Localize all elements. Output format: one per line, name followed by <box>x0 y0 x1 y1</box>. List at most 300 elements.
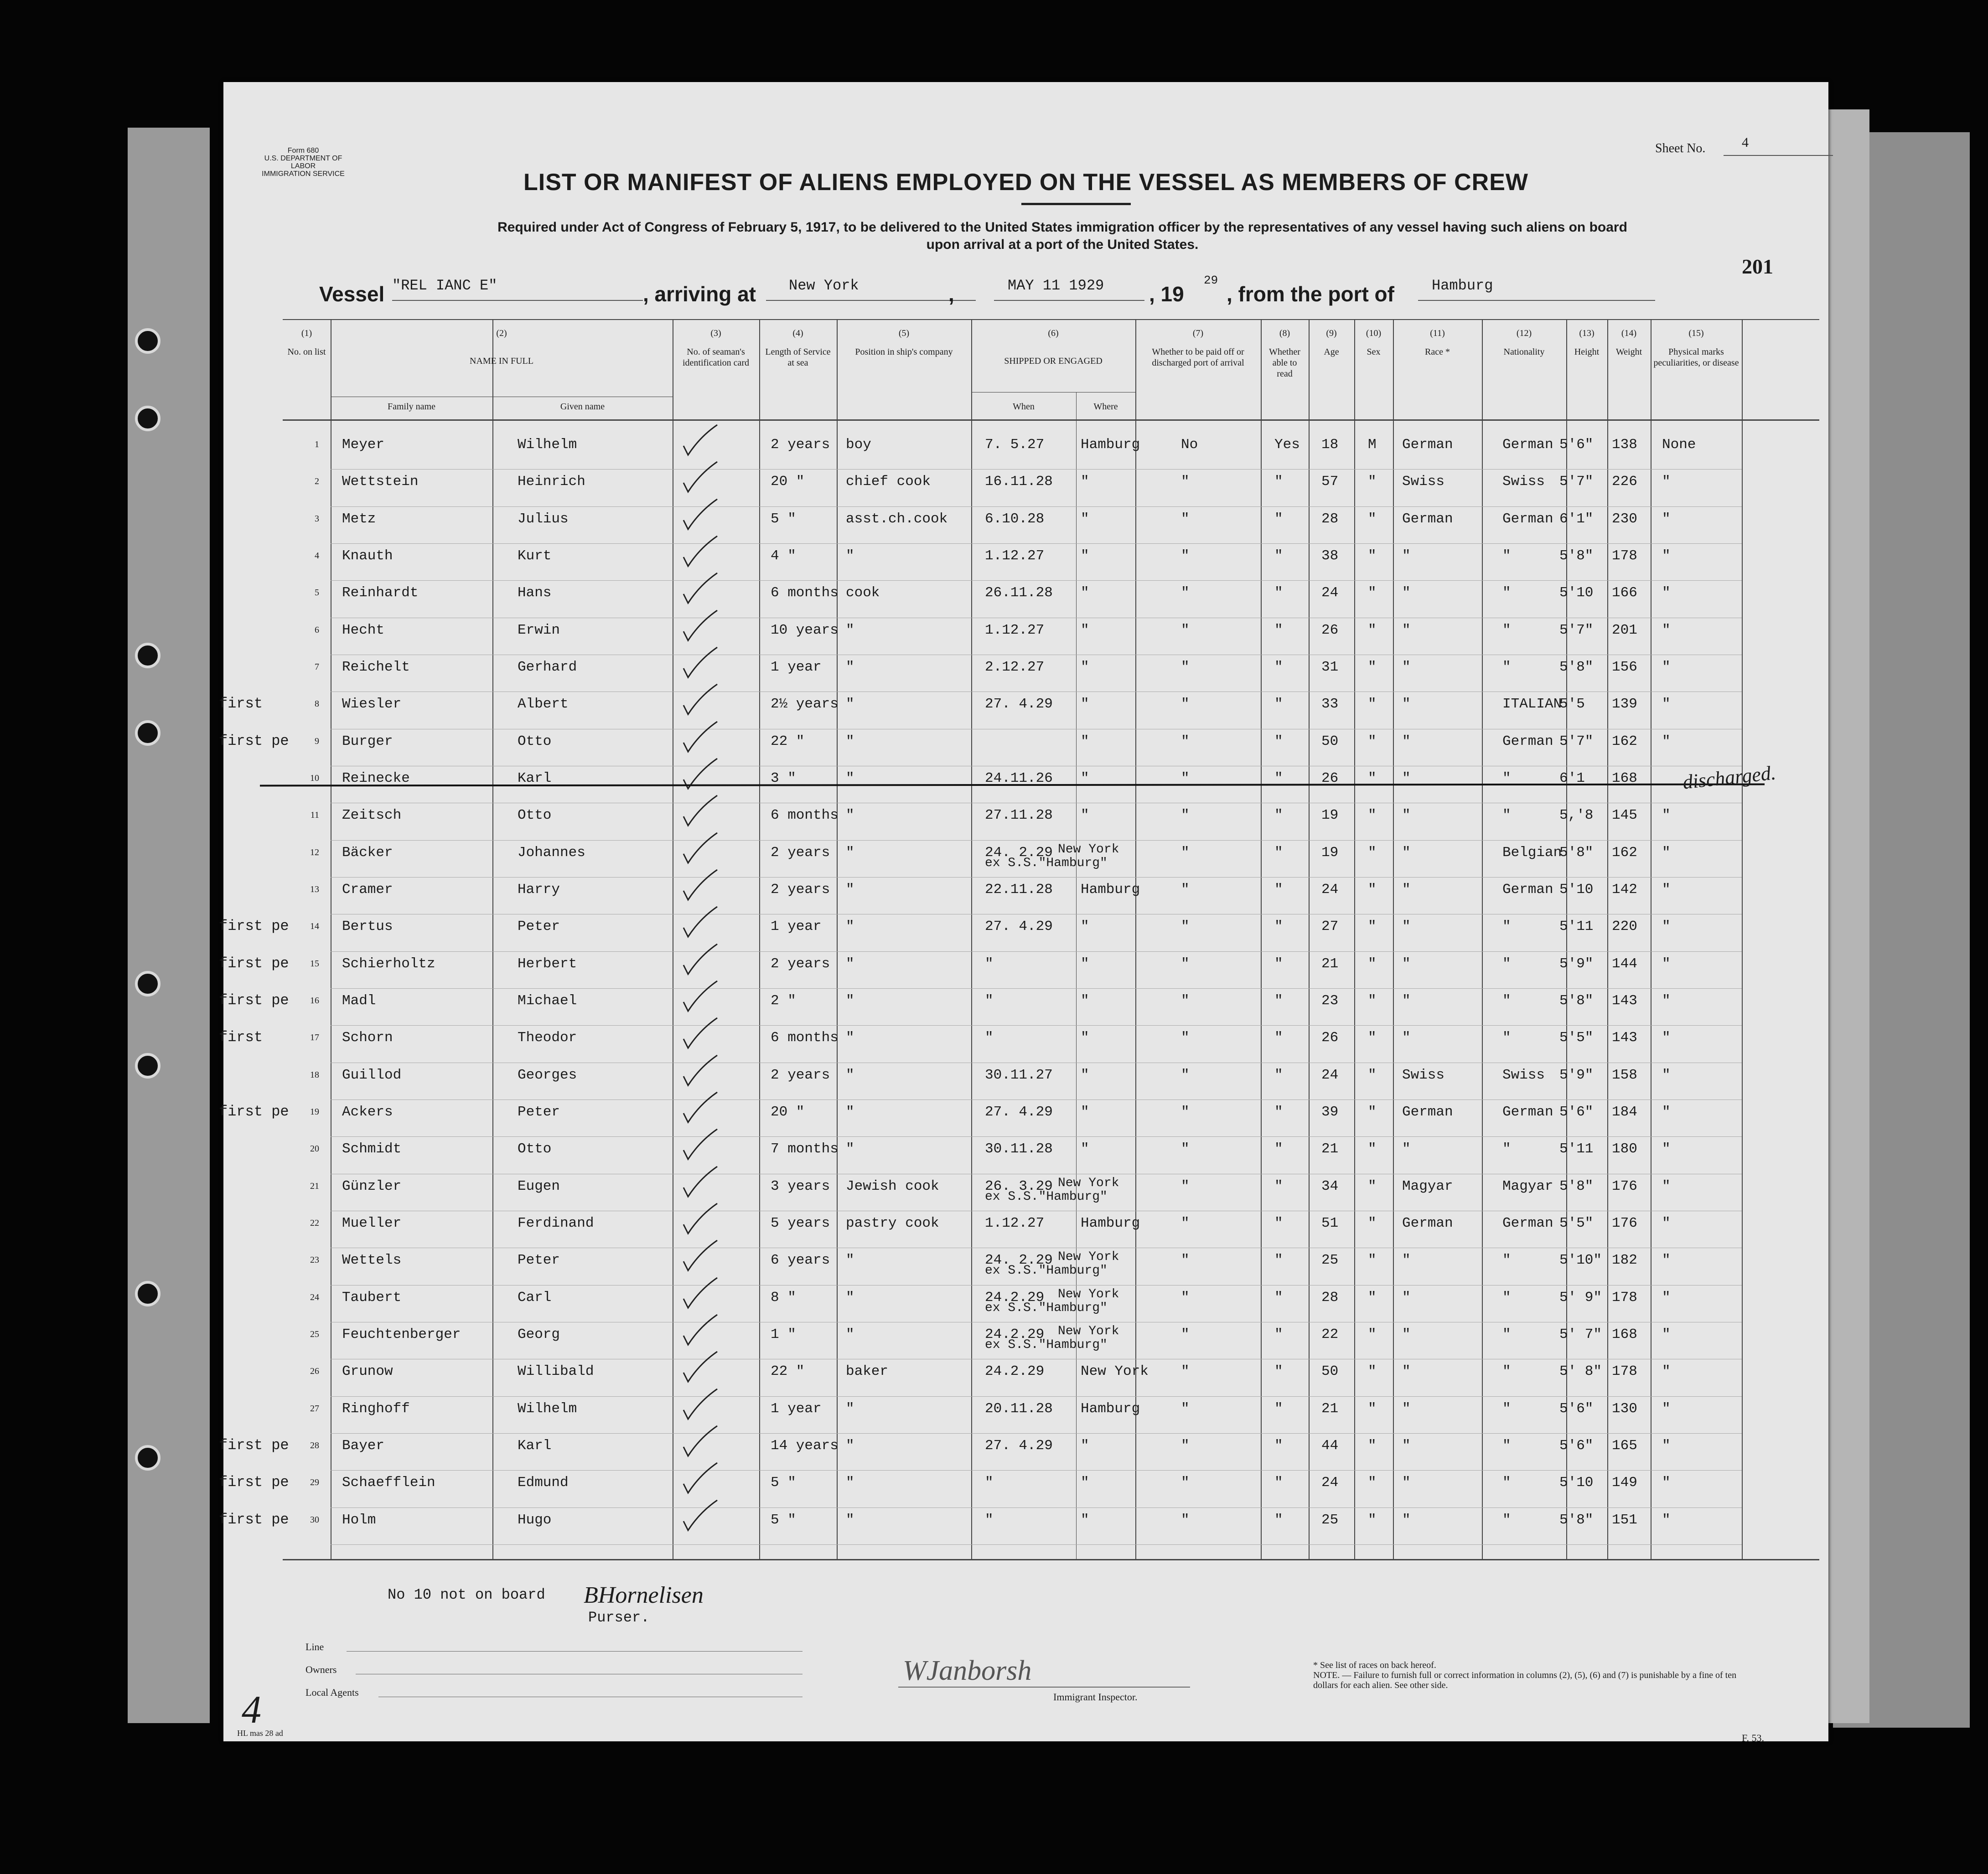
able-to-read: " <box>1274 1141 1283 1157</box>
given-name: Peter <box>518 1104 560 1120</box>
length-of-service: 10 years <box>771 622 839 638</box>
checkmark-icon <box>682 571 718 608</box>
weight: 230 <box>1612 511 1637 527</box>
weight: 142 <box>1612 882 1637 898</box>
paid-off: " <box>1181 1067 1190 1083</box>
position: " <box>846 659 854 675</box>
age: 21 <box>1321 1400 1339 1417</box>
able-to-read: " <box>1274 1252 1283 1269</box>
given-name: Wilhelm <box>518 437 577 453</box>
race: " <box>1402 1475 1411 1491</box>
row-number: 6 <box>315 625 319 635</box>
sex: " <box>1368 585 1377 601</box>
age: 44 <box>1321 1438 1339 1454</box>
family-name: Reinhardt <box>342 585 419 601</box>
position: " <box>846 1475 854 1491</box>
sex: " <box>1368 474 1377 490</box>
height: 5'5 <box>1559 696 1585 712</box>
physical-marks: " <box>1662 1512 1671 1528</box>
service: IMMIGRATION SERVICE <box>262 170 345 178</box>
shipped-when: 30.11.27 <box>985 1067 1053 1083</box>
line-field <box>347 1651 802 1652</box>
margin-note-first: first pe <box>219 992 289 1009</box>
family-name: Knauth <box>342 548 393 564</box>
physical-marks: " <box>1662 1067 1671 1083</box>
race: " <box>1402 548 1411 564</box>
race: " <box>1402 1512 1411 1528</box>
family-name: Schaefflein <box>342 1475 435 1491</box>
header-no-on-list-number: (1) <box>301 328 312 338</box>
owners-label: Owners <box>305 1664 337 1675</box>
able-to-read: " <box>1274 1438 1283 1454</box>
checkmark-icon <box>682 1239 718 1275</box>
weight: 130 <box>1612 1400 1637 1417</box>
header-race-number: (11) <box>1430 328 1445 338</box>
family-name: Holm <box>342 1512 376 1528</box>
shipped-where: New York <box>1058 1176 1119 1190</box>
given-name: Otto <box>518 807 552 824</box>
shipped-when: 24.11.26 <box>985 770 1053 786</box>
given-name: Harry <box>518 882 560 898</box>
age: 34 <box>1321 1178 1339 1194</box>
physical-marks: " <box>1662 696 1671 712</box>
height: 5'5" <box>1559 1215 1594 1231</box>
header-length-of-service: Length of Service at sea <box>765 347 831 368</box>
sex: " <box>1368 1178 1377 1194</box>
nationality: " <box>1502 1252 1511 1269</box>
paid-off: " <box>1181 807 1190 824</box>
checkmark-icon <box>682 942 718 979</box>
row-number: 4 <box>315 551 319 561</box>
height: 5' 8" <box>1559 1363 1602 1380</box>
family-name: Metz <box>342 511 376 527</box>
family-name: Bertus <box>342 919 393 935</box>
position: " <box>846 882 854 898</box>
row-rule <box>331 506 1742 507</box>
paid-off: " <box>1181 511 1190 527</box>
column-rule <box>971 319 972 1559</box>
position: " <box>846 1400 854 1417</box>
age: 33 <box>1321 696 1339 712</box>
weight: 151 <box>1612 1512 1637 1528</box>
row-number: 12 <box>310 847 319 857</box>
row-number: 2 <box>315 476 319 487</box>
shipped-when: " <box>985 1512 994 1528</box>
weight: 143 <box>1612 1030 1637 1046</box>
family-name: Reinecke <box>342 770 410 786</box>
sex: " <box>1368 1215 1377 1231</box>
year-suffix: 29 <box>1204 274 1218 287</box>
nationality: German <box>1502 1104 1553 1120</box>
shipped-when: 1.12.27 <box>985 622 1045 638</box>
nationality: " <box>1502 1030 1511 1046</box>
given-name: Otto <box>518 1141 552 1157</box>
paid-off: " <box>1181 696 1190 712</box>
weight: 156 <box>1612 659 1637 675</box>
position: " <box>846 1067 854 1083</box>
physical-marks: None <box>1662 437 1696 453</box>
age: 21 <box>1321 1141 1339 1157</box>
height: 5,'8 <box>1559 807 1594 824</box>
row-number: 28 <box>310 1440 319 1451</box>
given-name: Heinrich <box>518 474 585 490</box>
race: " <box>1402 844 1411 861</box>
shipped-where: " <box>1081 1030 1089 1046</box>
row-number: 16 <box>310 996 319 1006</box>
physical-marks: " <box>1662 1289 1671 1306</box>
row-rule <box>331 580 1742 581</box>
shipped-when: 26. 3.29 <box>985 1178 1053 1194</box>
page-title: LIST OR MANIFEST OF ALIENS EMPLOYED ON THE VESSEL AS MEMBERS OF CREW <box>523 169 1528 196</box>
header-weight: Weight <box>1615 347 1642 357</box>
table-header-bottom-rule <box>283 419 1819 421</box>
length-of-service: 14 years <box>771 1438 839 1454</box>
arrival-date: MAY 11 1929 <box>1008 277 1104 294</box>
family-name: Taubert <box>342 1289 402 1306</box>
position: baker <box>846 1363 889 1380</box>
height: 5'8" <box>1559 548 1594 564</box>
shipped-when: 24.2.29 <box>985 1363 1045 1380</box>
header-paid-off-number: (7) <box>1192 328 1204 338</box>
row-number: 21 <box>310 1181 319 1191</box>
height: 5'7" <box>1559 733 1594 749</box>
position: boy <box>846 437 871 453</box>
race: " <box>1402 696 1411 712</box>
sex: " <box>1368 511 1377 527</box>
header-shipped-when: When <box>1013 402 1035 412</box>
shipped-when: 1.12.27 <box>985 1215 1045 1231</box>
shipped-when: 1.12.27 <box>985 548 1045 564</box>
shipped-where: " <box>1081 919 1089 935</box>
shipped-when: " <box>985 955 994 972</box>
checkmark-icon <box>682 460 718 496</box>
row-rule <box>331 543 1742 544</box>
nationality: Belgian <box>1502 844 1562 861</box>
inspector-label: Immigrant Inspector. <box>1053 1691 1138 1703</box>
shipped-where-ex: ex S.S."Hamburg" <box>985 1338 1108 1352</box>
age: 19 <box>1321 807 1339 824</box>
row-number: 8 <box>315 699 319 709</box>
margin-note-first: first pe <box>219 1103 289 1120</box>
age: 26 <box>1321 770 1339 786</box>
sex: " <box>1368 622 1377 638</box>
footer-note: No 10 not on board <box>388 1586 545 1603</box>
arriving-label: , arriving at <box>643 282 756 306</box>
family-name: Ringhoff <box>342 1400 410 1417</box>
length-of-service: 2 years <box>771 955 830 972</box>
sex: " <box>1368 882 1377 898</box>
given-name: Georg <box>518 1327 560 1342</box>
header-position: Position in ship's company <box>855 347 953 357</box>
column-rule <box>1309 319 1310 1559</box>
physical-marks: " <box>1662 993 1671 1009</box>
footnote-penalty: NOTE. — Failure to furnish full or correct information in columns (2), (5), (6) and (7) is punishable by a fine of ten dollars for each alien. See other side. <box>1313 1670 1737 1690</box>
header-family-name: Family name <box>388 402 435 412</box>
age: 26 <box>1321 622 1339 638</box>
row-number: 26 <box>310 1366 319 1377</box>
row-number: 15 <box>310 958 319 969</box>
margin-note-first: first pe <box>219 1474 289 1491</box>
physical-marks: " <box>1662 1475 1671 1491</box>
race: " <box>1402 882 1411 898</box>
header-id-card: No. of seaman's identification card <box>682 347 750 368</box>
family-name: Hecht <box>342 622 385 638</box>
given-name: Michael <box>518 993 577 1009</box>
weight: 168 <box>1612 770 1637 786</box>
checkmark-icon <box>682 1387 718 1424</box>
column-rule <box>1393 319 1394 1559</box>
weight: 139 <box>1612 696 1637 712</box>
header-able-to-read: Whether able to read <box>1269 347 1300 379</box>
sex: " <box>1368 1363 1377 1380</box>
height: 5'6" <box>1559 1438 1594 1454</box>
position: " <box>846 807 854 824</box>
sex: " <box>1368 993 1377 1009</box>
length-of-service: 8 " <box>771 1289 796 1306</box>
row-number: 29 <box>310 1477 319 1488</box>
family-name: Meyer <box>342 437 385 453</box>
year-prefix: , 19 <box>1149 282 1184 306</box>
shipped-when: 27.11.28 <box>985 807 1053 824</box>
position: cook <box>846 585 880 601</box>
row-rule <box>331 1507 1742 1508</box>
length-of-service: 5 years <box>771 1215 830 1231</box>
race: " <box>1402 1327 1411 1342</box>
binder-hole <box>135 643 160 668</box>
race: " <box>1402 919 1411 935</box>
shipped-where: New York <box>1058 842 1119 857</box>
able-to-read: " <box>1274 844 1283 861</box>
weight: 184 <box>1612 1104 1637 1120</box>
age: 28 <box>1321 1289 1339 1306</box>
header-nationality: Nationality <box>1503 347 1545 357</box>
age: 28 <box>1321 511 1339 527</box>
position: pastry cook <box>846 1215 939 1231</box>
height: 5'8" <box>1559 659 1594 675</box>
nationality: " <box>1502 770 1511 786</box>
height: 5'10 <box>1559 882 1594 898</box>
shipped-where: " <box>1081 993 1089 1009</box>
weight: 201 <box>1612 622 1637 638</box>
physical-marks: " <box>1662 955 1671 972</box>
weight: 144 <box>1612 955 1637 972</box>
header-sex: Sex <box>1367 347 1381 357</box>
physical-marks: " <box>1662 585 1671 601</box>
weight: 166 <box>1612 585 1637 601</box>
checkmark-icon <box>682 868 718 904</box>
form-code: F. 53. <box>1742 1732 1764 1744</box>
physical-marks: " <box>1662 1363 1671 1380</box>
nationality: " <box>1502 1438 1511 1454</box>
binder-hole <box>135 720 160 746</box>
length-of-service: 20 " <box>771 474 805 490</box>
row-rule <box>331 1136 1742 1137</box>
shipped-when: 2.12.27 <box>985 659 1045 675</box>
height: 6'1 <box>1559 770 1585 786</box>
nationality: Swiss <box>1502 1067 1545 1083</box>
nationality: " <box>1502 955 1511 972</box>
height: 6'1" <box>1559 511 1594 527</box>
table-bottom-rule <box>283 1559 1819 1560</box>
weight: 180 <box>1612 1141 1637 1157</box>
margin-note-first: first <box>219 1029 263 1046</box>
shipped-where: " <box>1081 622 1089 638</box>
paid-off: " <box>1181 548 1190 564</box>
height: 5'8" <box>1559 844 1594 861</box>
race: " <box>1402 659 1411 675</box>
shipped-where: New York <box>1081 1363 1149 1380</box>
physical-marks: " <box>1662 622 1671 638</box>
sex: " <box>1368 1438 1377 1454</box>
row-number: 27 <box>310 1403 319 1414</box>
given-name: Johannes <box>518 844 585 861</box>
weight: 158 <box>1612 1067 1637 1083</box>
given-name: Karl <box>518 1438 552 1454</box>
age: 24 <box>1321 1067 1339 1083</box>
position: " <box>846 548 854 564</box>
sheet-number: 4 <box>1742 135 1749 150</box>
race: " <box>1402 1141 1411 1157</box>
shipped-when: 6.10.28 <box>985 511 1045 527</box>
row-rule <box>331 951 1742 952</box>
able-to-read: Yes <box>1274 437 1300 453</box>
family-name: Ackers <box>342 1104 393 1120</box>
header-no-on-list: No. on list <box>287 347 326 357</box>
margin-note-first: first pe <box>219 955 289 972</box>
given-name: Karl <box>518 770 552 786</box>
shipped-when: 7. 5.27 <box>985 437 1045 453</box>
able-to-read: " <box>1274 1400 1283 1417</box>
height: 5'8" <box>1559 1512 1594 1528</box>
shipped-where-ex: ex S.S."Hamburg" <box>985 1264 1108 1278</box>
family-name: Wettstein <box>342 474 419 490</box>
purser-label: Purser. <box>588 1609 650 1626</box>
sex: " <box>1368 770 1377 786</box>
age: 38 <box>1321 548 1339 564</box>
height: 5'6" <box>1559 1104 1594 1120</box>
subtitle-line-2: upon arrival at a port of the United States. <box>926 237 1199 252</box>
shipped-when: 16.11.28 <box>985 474 1053 490</box>
able-to-read: " <box>1274 511 1283 527</box>
checkmark-icon <box>682 1016 718 1053</box>
family-name: Grunow <box>342 1363 393 1380</box>
sex: " <box>1368 1252 1377 1269</box>
length-of-service: 2 " <box>771 993 796 1009</box>
row-number: 19 <box>310 1107 319 1117</box>
position: " <box>846 1289 854 1306</box>
column-rule <box>492 319 493 1559</box>
shipped-when: 20.11.28 <box>985 1400 1053 1417</box>
position: " <box>846 955 854 972</box>
header-weight-number: (14) <box>1621 328 1637 338</box>
shipped-where: " <box>1081 659 1089 675</box>
header-sex-number: (10) <box>1366 328 1382 338</box>
able-to-read: " <box>1274 1327 1283 1342</box>
checkmark-icon <box>682 1202 718 1238</box>
able-to-read: " <box>1274 474 1283 490</box>
paid-off: " <box>1181 844 1190 861</box>
paid-off: " <box>1181 1327 1190 1342</box>
race: " <box>1402 1252 1411 1269</box>
shipped-where: Hamburg <box>1081 1400 1140 1417</box>
family-name: Bayer <box>342 1438 385 1454</box>
race: " <box>1402 622 1411 638</box>
given-name: Eugen <box>518 1178 560 1194</box>
given-name: Wilhelm <box>518 1400 577 1417</box>
sex: " <box>1368 955 1377 972</box>
race: German <box>1402 1215 1453 1231</box>
given-name: Hans <box>518 585 552 601</box>
length-of-service: 5 " <box>771 511 796 527</box>
length-of-service: 2 years <box>771 1067 830 1083</box>
physical-marks: " <box>1662 1252 1671 1269</box>
nationality: Magyar <box>1502 1178 1553 1194</box>
length-of-service: 6 months <box>771 1030 839 1046</box>
header-age-number: (9) <box>1326 328 1337 338</box>
shipped-where: " <box>1081 548 1089 564</box>
race: " <box>1402 770 1411 786</box>
from-port: Hamburg <box>1432 277 1493 294</box>
height: 5'5" <box>1559 1030 1594 1046</box>
header-shipped-number: (6) <box>1048 328 1059 338</box>
nationality: German <box>1502 1215 1553 1231</box>
given-name: Theodor <box>518 1030 577 1046</box>
binder-hole <box>135 328 160 354</box>
checkmark-icon <box>682 497 718 534</box>
given-name: Albert <box>518 696 569 712</box>
nationality: German <box>1502 882 1553 898</box>
shipped-where: " <box>1081 474 1089 490</box>
shipped-where: " <box>1081 1475 1089 1491</box>
height: 5'8" <box>1559 993 1594 1009</box>
nationality: " <box>1502 919 1511 935</box>
able-to-read: " <box>1274 659 1283 675</box>
able-to-read: " <box>1274 1104 1283 1120</box>
family-name: Madl <box>342 993 376 1009</box>
weight: 182 <box>1612 1252 1637 1269</box>
age: 25 <box>1321 1512 1339 1528</box>
comma: , <box>948 282 954 306</box>
given-name: Gerhard <box>518 659 577 675</box>
race: " <box>1402 1400 1411 1417</box>
paid-off: " <box>1181 1030 1190 1046</box>
shipped-when: 27. 4.29 <box>985 919 1053 935</box>
checkmark-icon <box>682 1424 718 1461</box>
checkmark-icon <box>682 979 718 1016</box>
race: " <box>1402 1030 1411 1046</box>
age: 57 <box>1321 474 1339 490</box>
able-to-read: " <box>1274 1067 1283 1083</box>
position: " <box>846 733 854 749</box>
given-name: Kurt <box>518 548 552 564</box>
length-of-service: 4 " <box>771 548 796 564</box>
physical-marks: " <box>1662 882 1671 898</box>
header-shipped-engaged: SHIPPED OR ENGAGED <box>1004 356 1103 366</box>
paid-off: " <box>1181 1252 1190 1269</box>
able-to-read: " <box>1274 548 1283 564</box>
agents-label: Local Agents <box>305 1687 359 1698</box>
sex: " <box>1368 696 1377 712</box>
shipped-where: " <box>1081 955 1089 972</box>
header-physical-marks-number: (15) <box>1688 328 1704 338</box>
able-to-read: " <box>1274 733 1283 749</box>
given-name: Herbert <box>518 955 577 972</box>
footnotes <box>1313 1660 1746 1690</box>
physical-marks: " <box>1662 659 1671 675</box>
shipped-where-ex: ex S.S."Hamburg" <box>985 1301 1108 1315</box>
race: Magyar <box>1402 1178 1453 1194</box>
row-rule <box>331 1396 1742 1397</box>
